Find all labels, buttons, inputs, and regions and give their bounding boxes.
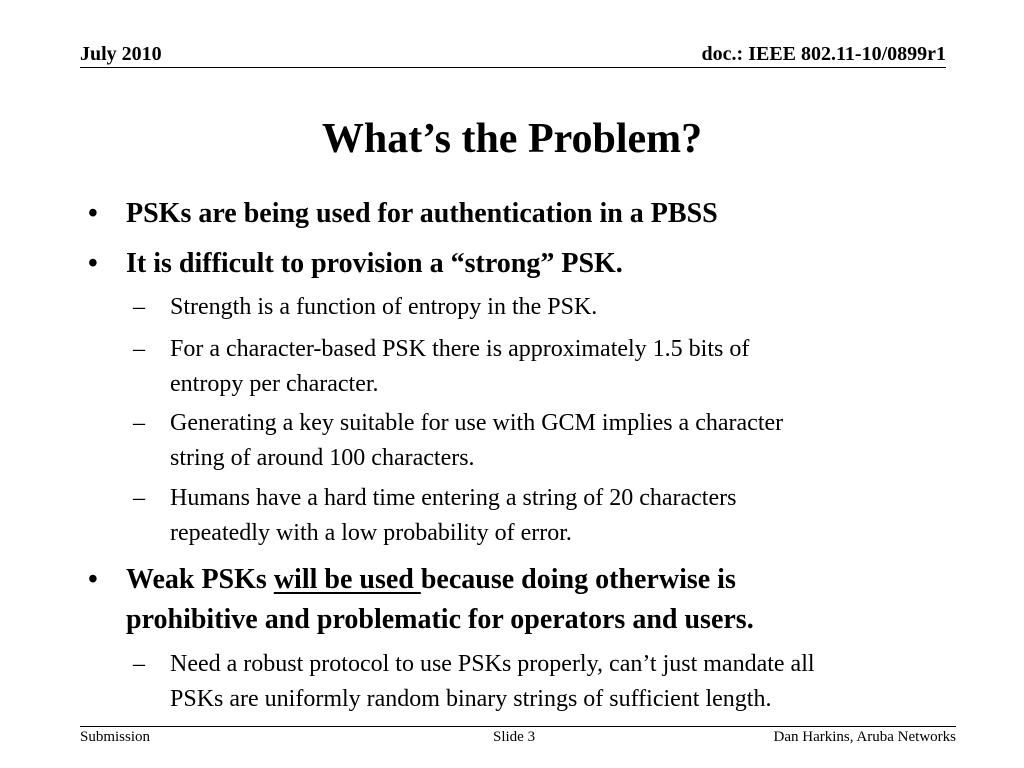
bullet-marker: • <box>88 248 98 279</box>
header-divider <box>80 67 946 68</box>
header-doc-id: doc.: IEEE 802.11-10/0899r1 <box>701 43 946 65</box>
subbullet-marker: – <box>133 651 145 677</box>
bullet-item <box>88 194 926 234</box>
bullet-text-line1 <box>126 560 926 600</box>
subbullet-marker: – <box>133 336 145 362</box>
footer-slide-number: Slide 3 <box>493 729 536 745</box>
subbullet-text-line2: PSKs are uniformly random binary strings of sufficient length. <box>170 686 772 712</box>
bullet-text-line2: prohibitive and problematic for operators and users. <box>126 604 754 635</box>
bullet-text: PSKs are being used for authentication in a PBSS <box>126 198 718 229</box>
subbullet-marker: – <box>133 485 145 511</box>
underlined-phrase: will be used <box>273 564 421 595</box>
subbullet-text-line1: Generating a key suitable for use with GCM implies a character <box>170 410 784 436</box>
subbullet-item <box>133 481 950 551</box>
subbullet-item <box>133 332 950 402</box>
bullet-item <box>88 244 926 284</box>
slide-title: What’s the Problem? <box>321 116 703 162</box>
subbullet-item <box>133 290 950 325</box>
bullet-text: It is difficult to provision a “strong” PSK. <box>126 248 623 279</box>
subbullet-text-line2: repeatedly with a low probability of error. <box>170 520 572 546</box>
subbullet-text-line2: entropy per character. <box>170 371 379 397</box>
subbullet-text-line1: Need a robust protocol to use PSKs properly, can’t just mandate all <box>170 651 815 677</box>
subbullet-marker: – <box>133 294 145 320</box>
bullet-marker: • <box>88 198 98 229</box>
footer-author: Dan Harkins, Aruba Networks <box>773 729 956 745</box>
subbullet-text-line2: string of around 100 characters. <box>170 445 475 471</box>
subbullet-item <box>133 406 950 476</box>
footer-submission: Submission <box>80 729 151 745</box>
subbullet-marker: – <box>133 410 145 436</box>
subbullet-item <box>133 647 950 717</box>
footer-divider <box>80 726 956 727</box>
header-date: July 2010 <box>80 43 162 65</box>
subbullet-text-line1: Humans have a hard time entering a string of 20 characters <box>170 485 737 511</box>
subbullet-text: Strength is a function of entropy in the PSK. <box>170 294 598 320</box>
bullet-item <box>88 560 926 640</box>
bullet-text-part: because doing otherwise is <box>420 564 736 595</box>
bullet-marker: • <box>88 564 98 595</box>
subbullet-text-line1: For a character-based PSK there is approximately 1.5 bits of <box>170 336 750 362</box>
bullet-text-part: Weak PSKs <box>126 564 274 595</box>
